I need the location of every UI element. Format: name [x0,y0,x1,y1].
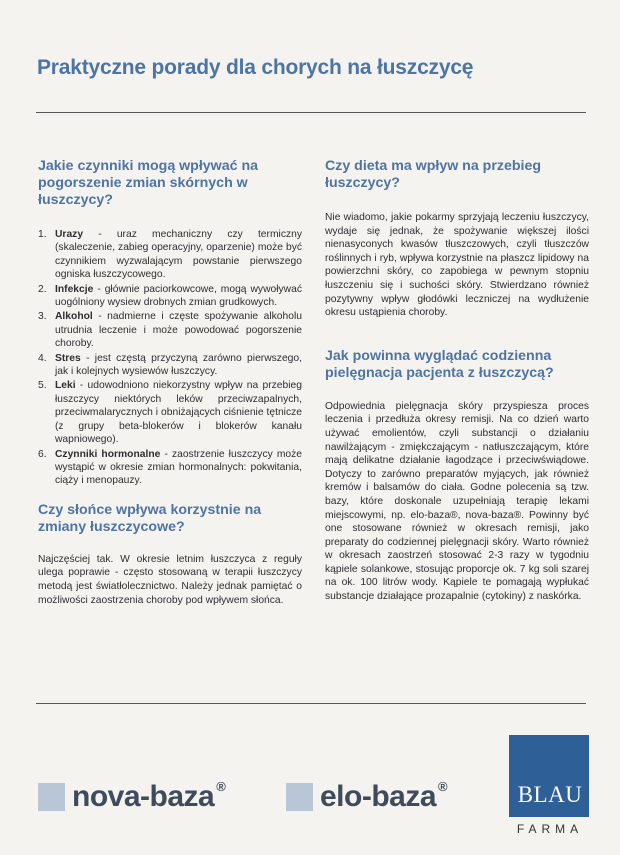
elo-registered-mark: ® [438,778,448,794]
factor-term: Stres [55,352,81,364]
page-title: Praktyczne porady dla chorych na łuszczycę [37,56,474,79]
nova-baza-name: nova-baza [72,780,215,813]
elo-baza-name: elo-baza [320,780,437,813]
factor-text: - nadmierne i częste spożywanie alkoholu utrudnia leczenie i może powodować pogorszenie choroby. [55,311,302,350]
factor-term: Infekcje [55,283,94,295]
factor-item [38,228,302,282]
factor-text: - zaostrzenie łuszczycy może wystąpić w okresie zmian hormonalnych: pokwitania, ciąży i menopauzy. [55,448,302,487]
farma-word: FARMA [516,822,584,836]
sun-heading: Czy słońce wpływa korzystnie na zmiany łuszczycowe? [38,501,262,535]
factors-heading: Jakie czynniki mogą wpływać na pogorszenie zmian skórnych w łuszczycy? [38,158,258,208]
factor-item [38,352,302,379]
factor-number: 5. [38,380,47,392]
blau-word: BLAU [517,782,583,807]
nova-baza-logo [38,776,226,818]
factor-text: - głównie paciorkowcowe, mogą wywoływać uogólniony wysiew drobnych zmian grudkowych. [55,283,302,309]
factor-term: Urazy [55,229,84,240]
care-heading: Jak powinna wyglądać codzienna pielęgnacja pacjenta z łuszczycą? [325,347,554,381]
factor-item [38,448,302,488]
factors-list [38,228,302,488]
left-column [38,158,302,607]
bottom-divider [36,703,586,704]
factor-item [38,310,302,350]
factor-term: Alkohol [55,311,93,323]
factor-text: - uraz mechaniczny czy termiczny (skaleczenie, zabieg operacyjny, oparzenie) może być czynnikiem wyzwalającym powstanie pierwszego ogniska łuszczycowego. [55,229,302,281]
factor-text: - udowodniono niekorzystny wpływ na przebieg łuszczycy niektórych leków przeciwzapalnych, przeciwmalarycznych i obniżających ciśnienie tętnicze (z grupy beta-blokerów i blokerów kanału wapniowego). [55,380,302,446]
sun-paragraph: Najczęściej tak. W okresie letnim łuszczyca z reguły ulega poprawie - często stosowaną w terapii łuszczycy metodą jest światłolecznictwo. Należy jednak pamiętać o możliwości zaostrzenia choroby pod wpływem słońca. [38,553,302,606]
factor-number: 3. [38,311,47,323]
right-column [325,158,589,604]
factor-term: Czynniki hormonalne [55,448,161,460]
factor-number: 6. [38,448,47,460]
elo-square-icon [286,783,313,811]
top-divider [36,112,586,113]
elo-baza-logo [286,776,448,818]
care-paragraph: Odpowiednia pielęgnacja skóry przyspiesza proces leczenia i przedłuża okresy remisji. Na co dzień warto używać emolientów, czyli substancji o działaniu nawilżającym - zmiękczającym - natłuszczającym, które mają delikatne działanie łagodzące i przeciwświądowe. Dotyczy to zarówno preparatów myjących, jak również kremów i balsamów do ciała. Godne polecenia są tzw. bazy, które doskonale uzupełniają terapię lekami miejscowymi, np. elo-baza®, nova-baza®. Powinny być one stosowane również w okresach remisji, jako preparaty do codziennej pielęgnacji skóry. Warto również w okresach zaostrzeń stosować 2-3 razy w tygodniu kąpiele solankowe, stosując proporcje ok. 7 kg soli szarej na ok. 100 litrów wody. Kąpiele te pomagają wypłukać substancje działające prozapalnie (cytokiny) z naskórka. [325,400,589,603]
nova-registered-mark: ® [216,778,226,794]
diet-heading: Czy dieta ma wpływ na przebieg łuszczycy? [325,158,542,191]
diet-paragraph: Nie wiadomo, jakie pokarmy sprzyjają leczeniu łuszczycy, wydaje się jednak, że spożywanie większej ilości nienasyconych kwasów tłuszczowych, czyli tłuszczów roślinnych i ryb, wpływa korzystnie na płaszcz lipidowy na powierzchni skóry, co zapobiega w pewnym stopniu łuszczeniu się i suchości skóry. Stwierdzano również pozytywny wpływ głodówki leczniczej na wydłużenie okresu ustąpienia choroby. [325,212,589,319]
factor-item [38,379,302,446]
factor-term: Leki [55,380,76,392]
factor-item [38,283,302,310]
factor-number: 4. [38,352,47,364]
factor-number: 2. [38,283,47,295]
factor-number: 1. [38,229,47,240]
nova-square-icon [38,783,65,811]
factor-text: - jest częstą przyczyną zarówno pierwszego, jak i kolejnych wysiewów łuszczycy. [55,352,302,378]
